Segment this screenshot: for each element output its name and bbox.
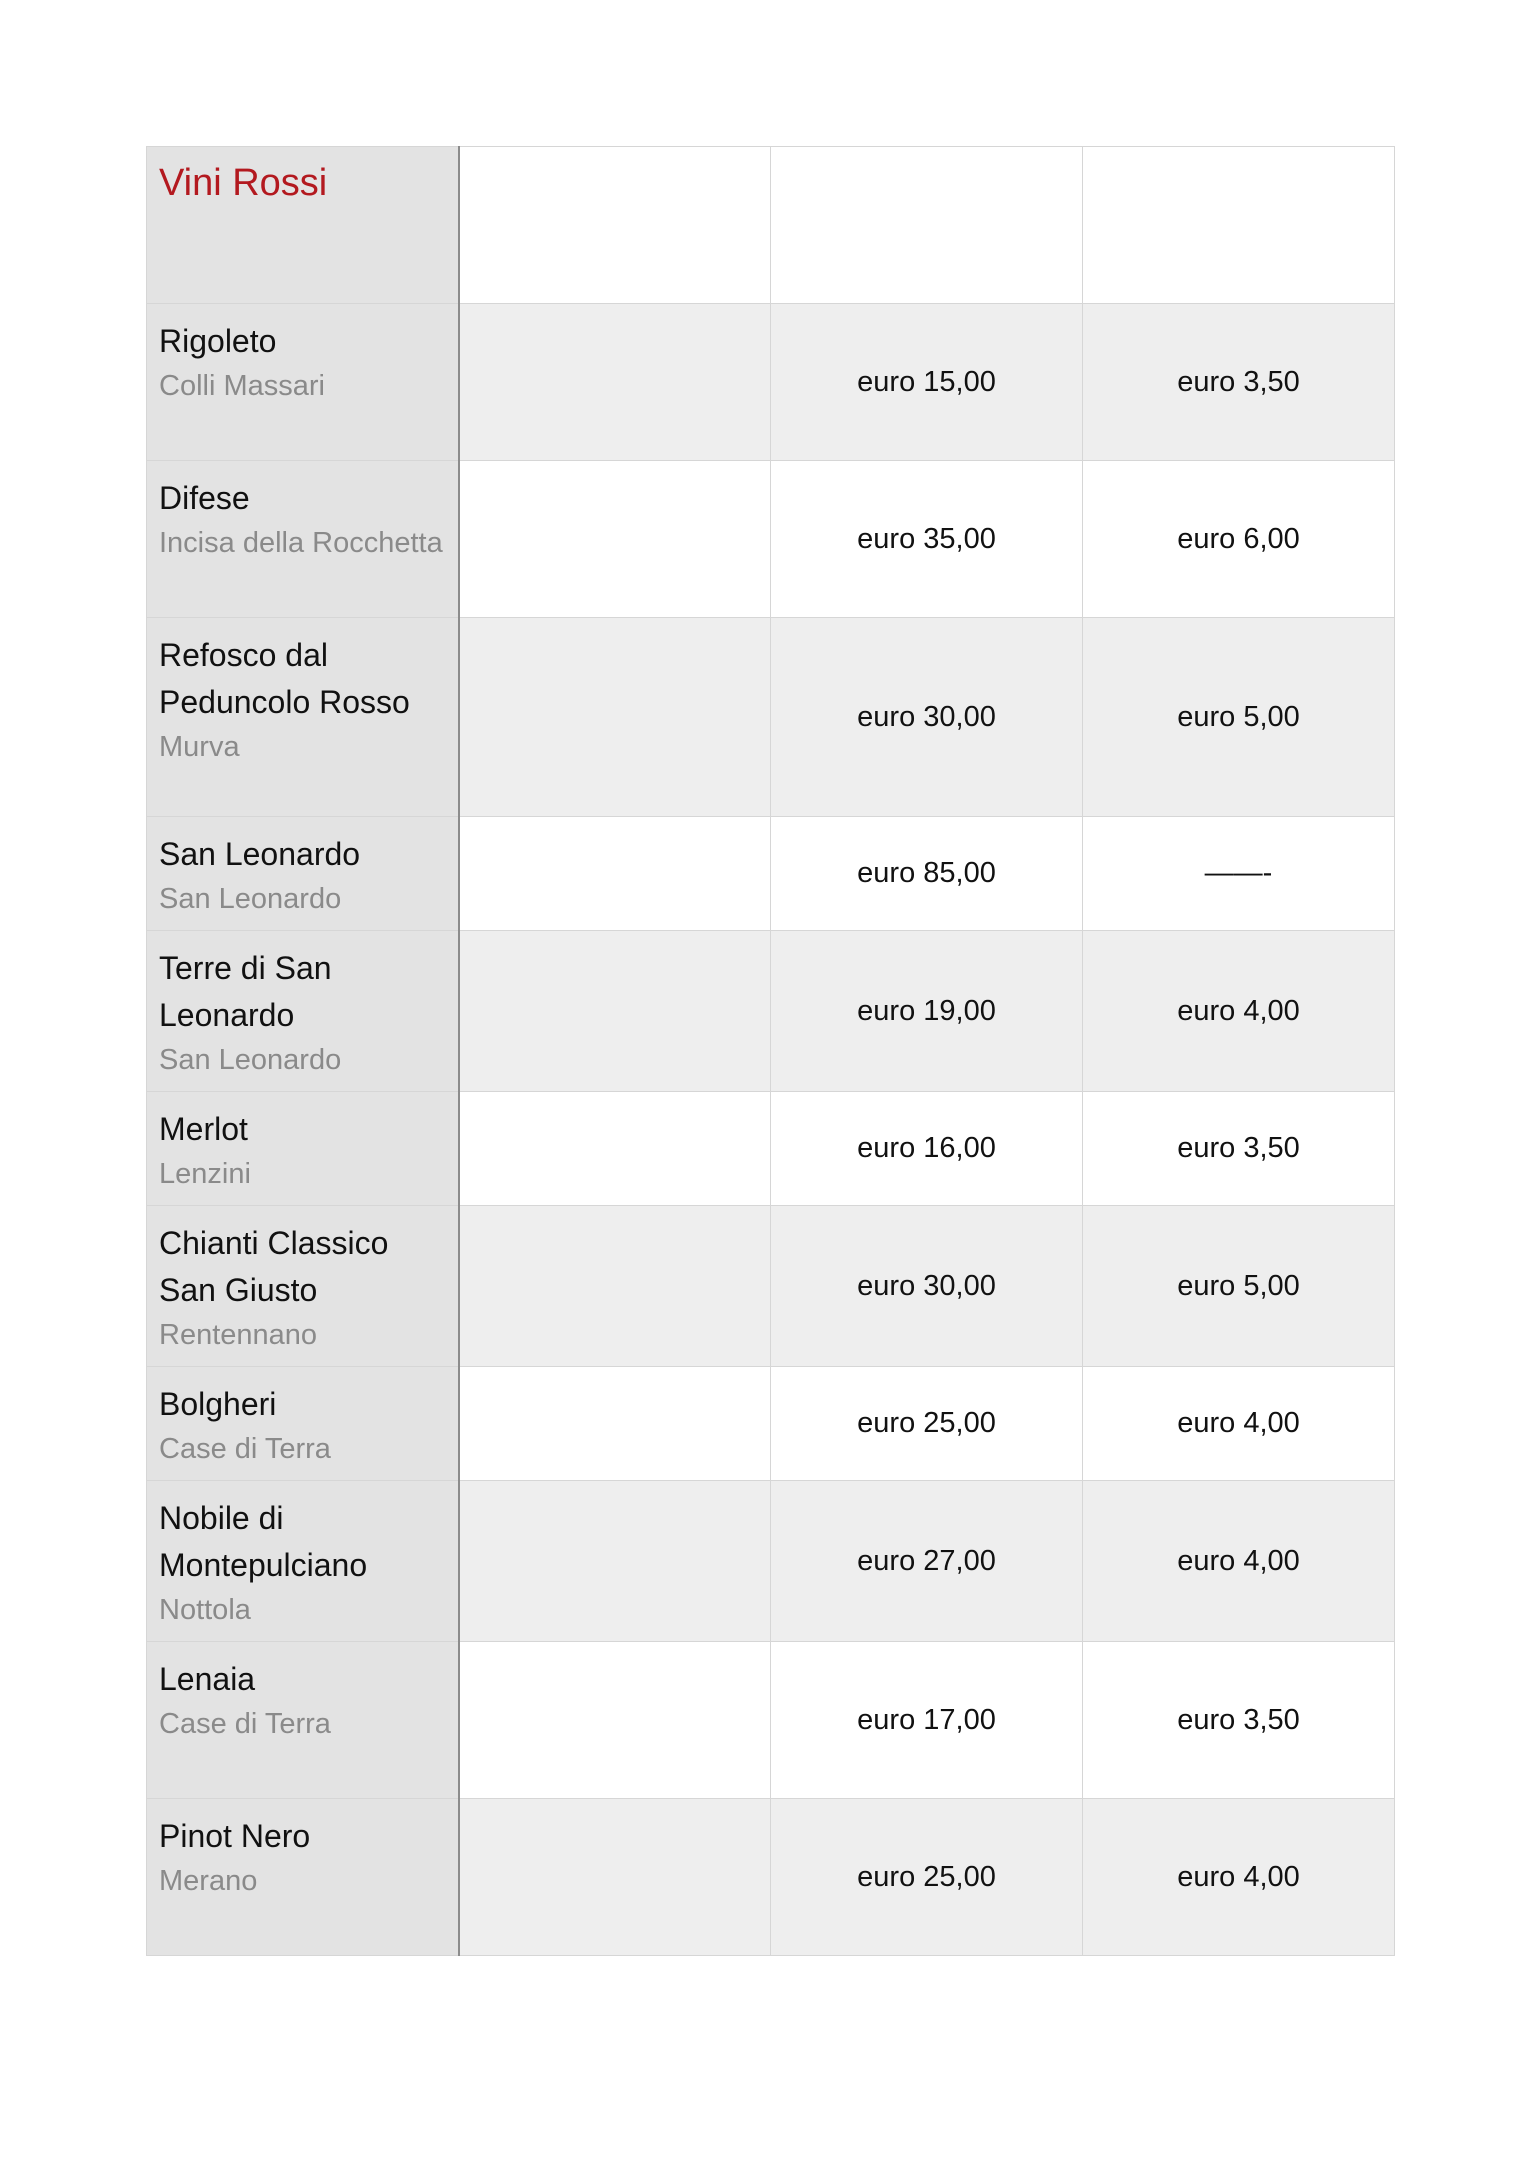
wine-producer: Merano [159,1865,258,1897]
wine-row [147,931,1395,1092]
wine-name-cell [147,1799,459,1956]
wine-producer: Murva [159,731,240,763]
wine-name-cell [147,461,459,618]
empty-cell [459,1367,771,1481]
wine-name-cell [147,1092,459,1206]
wine-row [147,618,1395,817]
wine-name: Rigoleto [159,323,277,359]
wine-row [147,1481,1395,1642]
wine-name-cell [147,304,459,461]
bottle-price: euro 27,00 [771,1481,1083,1642]
wine-name: Merlot [159,1111,248,1147]
glass-price: euro 5,00 [1083,618,1395,817]
wine-name: Lenaia [159,1661,256,1697]
bottle-price: euro 30,00 [771,1206,1083,1367]
empty-cell [459,1206,771,1367]
wine-name: Refosco dal Peduncolo Rosso [159,637,410,720]
glass-price: euro 4,00 [1083,931,1395,1092]
bottle-price: euro 19,00 [771,931,1083,1092]
glass-price: euro 3,50 [1083,304,1395,461]
wine-producer: Lenzini [159,1158,251,1190]
empty-cell [459,1799,771,1956]
wine-row [147,461,1395,618]
bottle-price: euro 35,00 [771,461,1083,618]
empty-cell [459,1481,771,1642]
glass-price: euro 6,00 [1083,461,1395,618]
wine-name-cell [147,817,459,931]
bottle-price: euro 17,00 [771,1642,1083,1799]
wine-name: Pinot Nero [159,1818,311,1854]
bottle-price: euro 16,00 [771,1092,1083,1206]
empty-cell [459,304,771,461]
wine-producer: Case di Terra [159,1433,331,1465]
wine-row [147,1367,1395,1481]
wine-producer: Nottola [159,1594,251,1626]
bottle-price: euro 30,00 [771,618,1083,817]
bottle-price: euro 25,00 [771,1799,1083,1956]
glass-price: ——- [1083,817,1395,931]
glass-price: euro 5,00 [1083,1206,1395,1367]
empty-cell [459,931,771,1092]
section-title: Vini Rossi [159,162,328,204]
wine-producer: Colli Massari [159,370,325,402]
glass-price: euro 4,00 [1083,1799,1395,1956]
bottle-price: euro 85,00 [771,817,1083,931]
empty-cell [459,461,771,618]
glass-price: euro 3,50 [1083,1092,1395,1206]
bottle-price: euro 25,00 [771,1367,1083,1481]
glass-price: euro 4,00 [1083,1367,1395,1481]
empty-cell [459,618,771,817]
wine-producer: Rentennano [159,1319,318,1351]
wine-producer: Incisa della Rocchetta [159,527,443,559]
wine-producer: San Leonardo [159,883,342,915]
empty-cell [459,147,771,304]
wine-name: San Leonardo [159,836,361,872]
wine-name-cell [147,1481,459,1642]
wine-list-table [146,146,1395,1956]
empty-cell [771,147,1083,304]
glass-price: euro 4,00 [1083,1481,1395,1642]
empty-cell [459,1642,771,1799]
wine-row [147,304,1395,461]
wine-row [147,1092,1395,1206]
wine-row [147,1642,1395,1799]
empty-cell [459,1092,771,1206]
wine-name: Nobile di Montepulciano [159,1500,368,1583]
wine-row [147,1799,1395,1956]
wine-row [147,1206,1395,1367]
section-header-row [147,147,1395,304]
wine-name: Bolgheri [159,1386,277,1422]
empty-cell [1083,147,1395,304]
wine-name: Difese [159,480,250,516]
empty-cell [459,817,771,931]
wine-producer: San Leonardo [159,1044,342,1076]
wine-name-cell [147,1206,459,1367]
wine-row [147,817,1395,931]
wine-name: Terre di San Leonardo [159,950,332,1033]
wine-name-cell [147,1642,459,1799]
wine-name: Chianti Classico San Giusto [159,1225,389,1308]
bottle-price: euro 15,00 [771,304,1083,461]
wine-producer: Case di Terra [159,1708,331,1740]
wine-name-cell [147,618,459,817]
wine-name-cell [147,931,459,1092]
glass-price: euro 3,50 [1083,1642,1395,1799]
section-title-cell [147,147,459,304]
wine-name-cell [147,1367,459,1481]
